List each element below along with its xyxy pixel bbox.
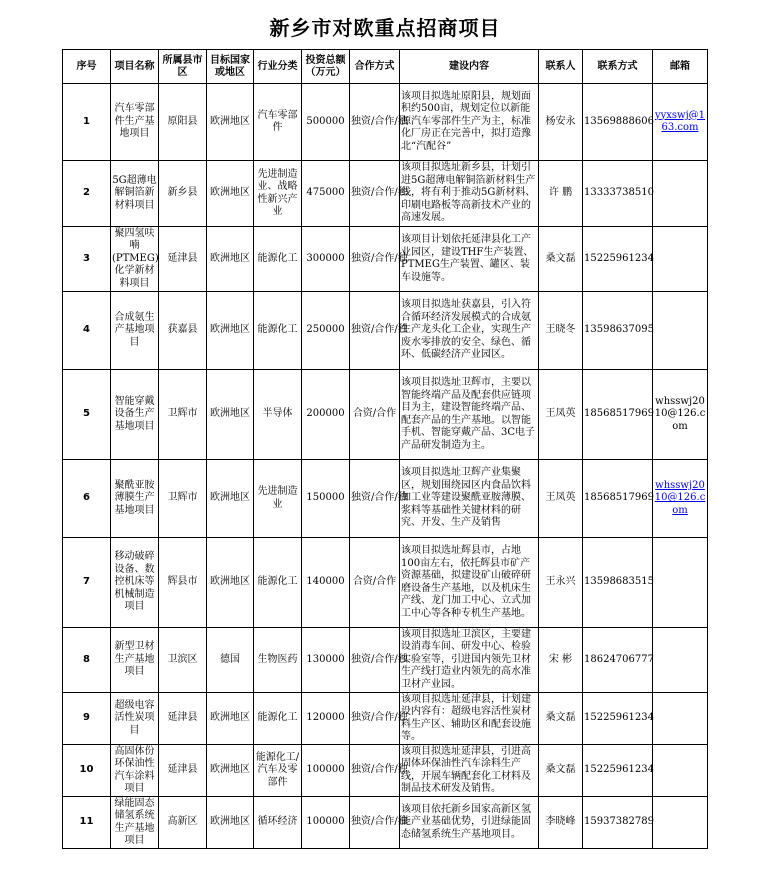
header-region: 目标国家或地区 xyxy=(207,50,254,84)
industry: 生物医药 xyxy=(254,628,302,693)
project-content: 该项目拟选址新乡县，计划引进5G超薄电解铜箔新材料生产线，将有利于推动5G新材料、印刷电路板等高新技术产业的高速发展。 xyxy=(400,161,539,227)
project-content: 该项目拟选址延津县，引进高固体环保油性汽车涂料生产线，开展车辆配套化工材料及制品技术研发及销售。 xyxy=(400,745,539,797)
header-county: 所属县市区 xyxy=(159,50,207,84)
row-no: 9 xyxy=(63,693,111,745)
project-name: 聚酰亚胺薄膜生产基地项目 xyxy=(111,460,159,538)
row-no: 5 xyxy=(63,370,111,460)
coop-mode: 独资/合作/独 xyxy=(350,227,400,292)
industry: 能源化工 xyxy=(254,693,302,745)
region: 欧洲地区 xyxy=(207,460,254,538)
county: 高新区 xyxy=(159,797,207,849)
industry: 汽车零部件 xyxy=(254,84,302,161)
project-name: 合成氨生产基地项目 xyxy=(111,292,159,370)
row-no: 8 xyxy=(63,628,111,693)
project-content: 该项目拟选址获嘉县，引入符合循环经济发展模式的合成氨生产龙头化工企业，实现生产废水零排放的安全、绿色、循环、低碳经济产业园区。 xyxy=(400,292,539,370)
project-content: 该项目拟选址延津县，计划建设内容有：超级电容活性炭材料生产区、辅助区和配套设施等。 xyxy=(400,693,539,745)
county: 延津县 xyxy=(159,745,207,797)
table-row xyxy=(63,460,708,538)
row-no: 6 xyxy=(63,460,111,538)
email-link[interactable]: yyxswj@163.com xyxy=(654,109,706,133)
header-email: 邮箱 xyxy=(653,50,708,84)
phone: 15225961234 xyxy=(583,693,653,745)
investment: 500000 xyxy=(302,84,350,161)
county: 卫辉市 xyxy=(159,370,207,460)
project-name: 汽车零部件生产基地项目 xyxy=(111,84,159,161)
industry: 能源化工/汽车及零部件 xyxy=(254,745,302,797)
email-cell xyxy=(653,628,708,693)
investment: 300000 xyxy=(302,227,350,292)
project-content: 该项目计划依托延津县化工产业园区，建设THF生产装置、PTMEG生产装置、罐区、装车设施等。 xyxy=(400,227,539,292)
county: 卫滨区 xyxy=(159,628,207,693)
county: 新乡县 xyxy=(159,161,207,227)
contact-person: 桑文磊 xyxy=(539,227,583,292)
contact-person: 桑文磊 xyxy=(539,745,583,797)
table-row xyxy=(63,292,708,370)
project-name: 聚四氢呋喃(PTMEG)化学新材料项目 xyxy=(111,227,159,292)
email-text: whsswj2010@126.com xyxy=(653,370,708,460)
header-no: 序号 xyxy=(63,50,111,84)
row-no: 7 xyxy=(63,538,111,628)
industry: 循环经济 xyxy=(254,797,302,849)
region: 欧洲地区 xyxy=(207,292,254,370)
phone: 18568517969 xyxy=(583,370,653,460)
table-row xyxy=(63,370,708,460)
coop-mode: 独资/合作/独 xyxy=(350,292,400,370)
phone: 18624706777 xyxy=(583,628,653,693)
coop-mode: 独资/合作/独 xyxy=(350,628,400,693)
investment: 100000 xyxy=(302,797,350,849)
coop-mode: 合资/合作 xyxy=(350,370,400,460)
coop-mode: 独资/合作/独 xyxy=(350,84,400,161)
table-row xyxy=(63,227,708,292)
project-content: 该项目拟选址卫滨区，主要建设消毒车间、研发中心、检验实验室等，引进国内领先卫材生产线打造业内领先的高水准卫材产业园。 xyxy=(400,628,539,693)
coop-mode: 独资/合作/独 xyxy=(350,693,400,745)
header-industry: 行业分类 xyxy=(254,50,302,84)
email-cell xyxy=(653,797,708,849)
page-title: 新乡市对欧重点招商项目 xyxy=(269,16,501,40)
region: 欧洲地区 xyxy=(207,161,254,227)
phone: 13598637095 xyxy=(583,292,653,370)
table-row xyxy=(63,538,708,628)
investment: 100000 xyxy=(302,745,350,797)
contact-person: 王凤英 xyxy=(539,370,583,460)
region: 欧洲地区 xyxy=(207,538,254,628)
phone: 13569888606 xyxy=(583,84,653,161)
header-name: 项目名称 xyxy=(111,50,159,84)
contact-person: 王凤英 xyxy=(539,460,583,538)
table-row xyxy=(63,745,708,797)
contact-person: 桑文磊 xyxy=(539,693,583,745)
email-cell xyxy=(653,292,708,370)
county: 获嘉县 xyxy=(159,292,207,370)
project-name: 超级电容活性炭项目 xyxy=(111,693,159,745)
project-content: 该项目拟选址卫辉产业集聚区，规划围绕园区内食品饮料加工业等建设聚酰亚胺薄膜、浆料等基础性关键材料的研究、开发、生产及销售 xyxy=(400,460,539,538)
region: 欧洲地区 xyxy=(207,227,254,292)
investment: 150000 xyxy=(302,460,350,538)
header-content: 建设内容 xyxy=(400,50,539,84)
table-row xyxy=(63,84,708,161)
phone: 13333738510 xyxy=(583,161,653,227)
header-coop: 合作方式 xyxy=(350,50,400,84)
row-no: 3 xyxy=(63,227,111,292)
email-cell xyxy=(653,460,708,538)
project-name: 高固体份环保油性汽车涂料项目 xyxy=(111,745,159,797)
row-no: 2 xyxy=(63,161,111,227)
contact-person: 李晓峰 xyxy=(539,797,583,849)
header-contact: 联系人 xyxy=(539,50,583,84)
project-name: 移动破碎设备、数控机床等机械制造项目 xyxy=(111,538,159,628)
coop-mode: 独资/合作/独 xyxy=(350,460,400,538)
email-cell xyxy=(653,745,708,797)
project-name: 5G超薄电解铜箔新材料项目 xyxy=(111,161,159,227)
project-content: 该项目依托新乡国家高新区氢能产业基础优势，引进绿能固态储氢系统生产基地项目。 xyxy=(400,797,539,849)
region: 欧洲地区 xyxy=(207,370,254,460)
industry: 半导体 xyxy=(254,370,302,460)
investment: 250000 xyxy=(302,292,350,370)
region: 欧洲地区 xyxy=(207,797,254,849)
row-no: 11 xyxy=(63,797,111,849)
header-phone: 联系方式 xyxy=(583,50,653,84)
row-no: 10 xyxy=(63,745,111,797)
row-no: 4 xyxy=(63,292,111,370)
phone: 15937382789 xyxy=(583,797,653,849)
header-investment: 投资总额（万元） xyxy=(302,50,350,84)
contact-person: 王永兴 xyxy=(539,538,583,628)
table-row xyxy=(63,797,708,849)
county: 辉县市 xyxy=(159,538,207,628)
contact-person: 许 鹏 xyxy=(539,161,583,227)
project-name: 智能穿戴设备生产基地项目 xyxy=(111,370,159,460)
county: 原阳县 xyxy=(159,84,207,161)
coop-mode: 独资/合作/独 xyxy=(350,161,400,227)
county: 延津县 xyxy=(159,227,207,292)
industry: 能源化工 xyxy=(254,538,302,628)
industry: 能源化工 xyxy=(254,292,302,370)
project-name: 新型卫材生产基地项目 xyxy=(111,628,159,693)
region: 欧洲地区 xyxy=(207,84,254,161)
investment: 200000 xyxy=(302,370,350,460)
investment: 130000 xyxy=(302,628,350,693)
investment: 140000 xyxy=(302,538,350,628)
email-cell xyxy=(653,693,708,745)
phone: 18568517969 xyxy=(583,460,653,538)
region: 欧洲地区 xyxy=(207,745,254,797)
contact-person: 杨安永 xyxy=(539,84,583,161)
project-table xyxy=(62,49,708,849)
county: 卫辉市 xyxy=(159,460,207,538)
header-row xyxy=(63,50,708,84)
coop-mode: 独资/合作/独 xyxy=(350,797,400,849)
phone: 15225961234 xyxy=(583,227,653,292)
phone: 15225961234 xyxy=(583,745,653,797)
contact-person: 王晓冬 xyxy=(539,292,583,370)
table-row xyxy=(63,693,708,745)
project-name: 绿能固态储氢系统生产基地项目 xyxy=(111,797,159,849)
table-row xyxy=(63,628,708,693)
county: 延津县 xyxy=(159,693,207,745)
project-content: 该项目拟选址原阳县，规划面积约500亩，规划定位以新能源汽车零部件生产为主，标准化厂房正在完善中，拟打造豫北“汽配谷” xyxy=(400,84,539,161)
phone: 13598683515 xyxy=(583,538,653,628)
region: 欧洲地区 xyxy=(207,693,254,745)
email-cell xyxy=(653,84,708,161)
email-link[interactable]: whsswj2010@126.com xyxy=(654,479,706,516)
email-cell xyxy=(653,538,708,628)
table-row xyxy=(63,161,708,227)
region: 德国 xyxy=(207,628,254,693)
email-cell xyxy=(653,161,708,227)
row-no: 1 xyxy=(63,84,111,161)
coop-mode: 合资/合作 xyxy=(350,538,400,628)
industry: 能源化工 xyxy=(254,227,302,292)
investment: 475000 xyxy=(302,161,350,227)
investment: 120000 xyxy=(302,693,350,745)
project-content: 该项目拟选址卫辉市，主要以智能终端产品及配套供应链项目为主，建设智能终端产品、配套产品的生产基地。以智能手机、智能穿戴产品、3C电子产品研发制造为主。 xyxy=(400,370,539,460)
industry: 先进制造业、战略性新兴产业 xyxy=(254,161,302,227)
coop-mode: 独资/合作/独 xyxy=(350,745,400,797)
project-content: 该项目拟选址辉县市，占地100亩左右，依托辉县市矿产资源基础，拟建设矿山破碎研磨设备生产基地，以及机床生产线、龙门加工中心、立式加工中心等各种专机生产基地。 xyxy=(400,538,539,628)
industry: 先进制造业 xyxy=(254,460,302,538)
contact-person: 宋 彬 xyxy=(539,628,583,693)
email-cell xyxy=(653,227,708,292)
